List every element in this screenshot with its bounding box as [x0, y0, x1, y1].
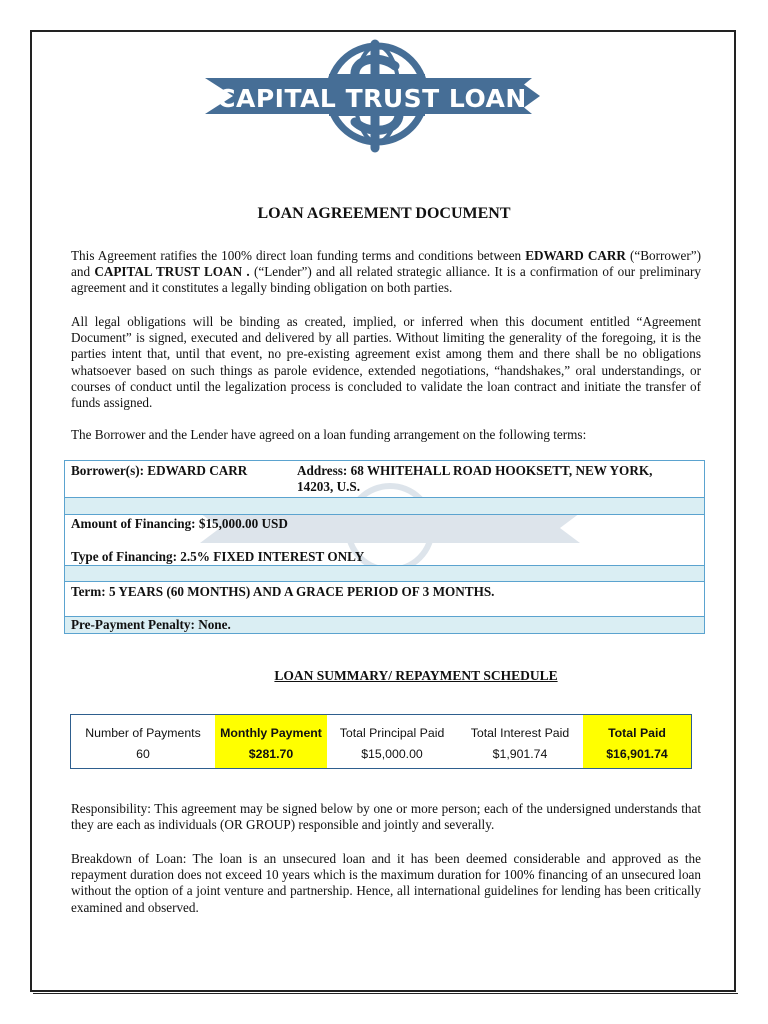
logo-text: CAPITAL TRUST LOAN [217, 84, 527, 113]
table-divider [65, 581, 704, 582]
breakdown-paragraph: Breakdown of Loan: The loan is an unsecured loan and it has been deemed considerable and approved as the repayment duration does not exceed 10 years which is the maximum duration for 100% financing of an unsecured loan without the option of a joint venture and partnership. Hence, all international guidelines for lending has been critically examined and observed. [71, 851, 701, 915]
intro-paragraph: This Agreement ratifies the 100% direct loan funding terms and conditions between EDWARD CARR (“Borrower”) and CAPITAL TRUST LOAN . (“Lender”) and all related strategic alliance. It is a confirmation of our preliminary agreement and it constitutes a legally binding obligation on both parties. [71, 248, 701, 296]
col-monthly-payment: Monthly Payment $281.70 [215, 715, 327, 768]
logo-graphic [205, 36, 540, 156]
col-total-interest-paid: Total Interest Paid $1,901.74 [470, 726, 570, 761]
responsibility-paragraph: Responsibility: This agreement may be signed below by one or more person; each of the undersigned understands that they are each as individuals (OR GROUP) responsible and jointly and severally. [71, 801, 701, 833]
type-of-financing: Type of Financing: 2.5% FIXED INTEREST ONLY [71, 549, 365, 564]
borrower-name: EDWARD CARR [525, 248, 626, 263]
loan-terms-table [64, 460, 705, 634]
repayment-schedule-table [70, 714, 692, 769]
terms-intro-paragraph: The Borrower and the Lender have agreed on a loan funding arrangement on the following terms: [71, 427, 587, 442]
obligations-paragraph: All legal obligations will be binding as created, implied, or inferred when this document entitled “Agreement Document” is signed, executed and delivered by all parties. Without limiting the generality of the foregoing, it is the parties intent that, until that event, no pre-existing agreement exist among them and there shall be no obligations whatsoever based on such things as parole evidence, extended negotiations, “handshakes,” oral understandings, or courses of conduct until the legalization process is concluded to validate the loan contract and initiate the transfer of funds assigned. [71, 314, 701, 411]
lender-name: CAPITAL TRUST LOAN . [94, 264, 250, 280]
capital-trust-loan-logo [205, 36, 540, 156]
shaded-spacer-row [65, 566, 704, 581]
loan-term: Term: 5 YEARS (60 MONTHS) AND A GRACE PERIOD OF 3 MONTHS. [71, 584, 495, 599]
table-divider [65, 514, 704, 515]
address-cell: Address: 68 WHITEHALL ROAD HOOKSETT, NEW YORK, 14203, U.S. [297, 463, 653, 494]
col-number-of-payments: Number of Payments 60 [85, 726, 201, 761]
amount-of-financing: Amount of Financing: $15,000.00 USD [71, 516, 288, 531]
borrower-cell: Borrower(s): EDWARD CARR [71, 463, 248, 478]
shaded-spacer-row [65, 498, 704, 514]
col-total-paid: Total Paid $16,901.74 [583, 715, 691, 768]
prepayment-penalty: Pre-Payment Penalty: None. [71, 617, 231, 632]
borrower-row [65, 461, 704, 497]
col-total-principal-paid: Total Principal Paid $15,000.00 [339, 726, 445, 761]
document-title: LOAN AGREEMENT DOCUMENT [257, 205, 511, 222]
schedule-title: LOAN SUMMARY/ REPAYMENT SCHEDULE [274, 668, 558, 683]
